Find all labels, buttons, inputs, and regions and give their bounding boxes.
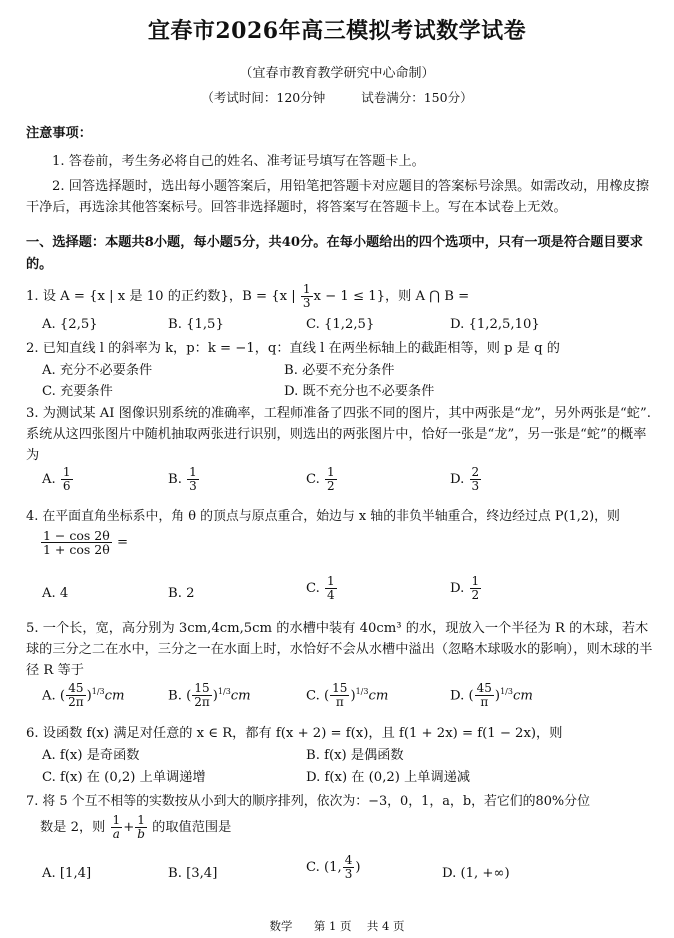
q4-option-b: B. 2 [168,586,195,601]
q3-c-num: 1 [327,465,335,479]
q1-stem-part-a: 1. 设 A = {x | x 是 10 的正约数}，B = {x | [26,289,296,304]
q4-expression [40,529,128,556]
q7-option-b: B. [3,4] [168,866,218,881]
q4-option-c-label: C. [306,581,320,596]
question-5-stem: 5. 一个长，宽，高分别为 3cm,4cm,5cm 的水槽中装有 40cm³ 的水，现放入一个半径为 R 的木球，若木球的三分之二在水中，三分之一在水面上时，水恰好不会从水槽中溢出（忽略木球吸水的影响），则木球的半径 R 等于 [26,621,653,678]
q4-expr-den: 1 + cos 2θ [43,542,110,557]
q5-c-den: π [335,695,344,710]
q1-option-d: D. {1,2,5,10} [450,317,540,332]
q7-option-c [306,854,361,881]
q4-option-a: A. 4 [42,586,69,601]
q5-a-frac [66,682,86,709]
q7-option-d: D. (1, +∞) [442,866,510,881]
footer-total: 共 4 页 [366,919,405,933]
q2-option-d: D. 既不充分也不必要条件 [284,384,435,399]
q5-c-label: C. [306,688,320,704]
q5-d-den: π [480,695,489,710]
q3-option-b [168,466,200,493]
q3-option-d-label: D. [450,472,465,487]
q7-frac-a-den: a [112,827,120,841]
q1-fraction [301,283,313,310]
q5-option-b: B. ( $\frac{15}{2\pi}$ )$^{1/3}$cm [168,681,251,710]
full-score: 试卷满分：150分） [361,90,473,105]
q1-option-a: A. {2,5} [42,317,98,332]
q4-c-num: 1 [327,574,335,588]
q7-frac-b-num: 1 [135,814,147,828]
q7-frac-b-den: b [137,827,145,841]
q1-stem-part-b: x − 1 ≤ 1}，则 A ⋂ B = [313,289,470,304]
q2-option-a: A. 充分不必要条件 [42,363,153,378]
page-footer [0,918,674,934]
q6-option-a: A. f(x) 是奇函数 [42,748,140,763]
q7-c-num: 4 [344,853,353,867]
q5-c-unit: cm [368,688,389,704]
q4-expr-num: 1 − cos 2θ [43,528,110,543]
question-6-stem: 6. 设函数 f(x) 满足对任意的 x ∈ R，都有 f(x + 2) = f(x)，且 f(1 + 2x) = f(1 − 2x)，则 [26,726,563,741]
q7-frac-b [135,814,147,841]
q3-d-den: 3 [471,479,480,493]
q3-a-den: 6 [62,479,71,493]
q3-option-b-label: B. [168,472,182,487]
q5-b-label: B. [168,688,182,704]
q3-option-a [42,466,74,493]
q6-option-d: D. f(x) 在 (0,2) 上单调递减 [306,770,471,785]
section1-heading: 一、选择题：本题共8小题，每小题5分，共40分。在每小题给出的四个选项中，只有一项是符合题目要求的。 [26,235,643,272]
q5-a-label: A. [42,688,56,704]
q5-b-den: 2π [194,695,210,710]
q3-option-d [450,466,482,493]
q3-option-c [306,466,338,493]
q5-option-d: D. ( $\frac{45}{\pi}$ )$^{1/3}$cm [450,681,533,710]
exam-info [0,88,674,106]
q3-b-num: 1 [189,465,197,479]
q4-d-num: 1 [471,574,480,588]
q5-c-num: 15 [332,681,348,696]
q5-d-num: 45 [476,681,492,696]
issuer-line: （宜春市教育教学研究中心命制） [239,66,435,81]
q7-c-den: 3 [344,867,353,881]
question-2-stem: 2. 已知直线 l 的斜率为 k，p：k = −1，q：直线 l 在两坐标轴上的截距相等，则 p 是 q 的 [26,341,560,356]
q7-c-tail: ) [355,860,361,875]
q3-d-num: 2 [471,465,480,479]
q5-c-exp: 1/3 [355,687,369,696]
q4-option-d [450,575,482,602]
q1-option-c: C. {1,2,5} [306,317,375,332]
footer-page: 第 1 页 [313,919,352,933]
q7-option-a: A. [1,4] [42,866,92,881]
note-item-2: 2. 回答选择题时，选出每小题答案后，用铅笔把答题卡对应题目的答案标号涂黑。如需改动，用橡皮擦干净后，再选涂其他答案标号。回答非选择题时，将答案写在答题卡上。写在本试卷上无效。 [26,179,650,215]
q5-d-exp: 1/3 [500,687,513,696]
q1-frac-den: 3 [302,296,311,310]
footer-subject: 数学 [269,919,293,933]
exam-title: 宜春市2026年高三模拟考试数学试卷 [147,18,527,44]
q3-option-c-label: C. [306,472,320,487]
q3-c-den: 2 [327,479,335,493]
q5-a-exp: 1/3 [91,687,105,696]
q5-option-c: C. ( $\frac{15}{\pi}$ )$^{1/3}$cm [306,681,389,710]
q3-option-d-frac [470,466,482,493]
q7-stem2-part-b: 的取值范围是 [152,820,232,835]
q1-frac-num: 1 [302,282,311,296]
q3-option-b-frac [187,466,199,493]
question-4-stem: 4. 在平面直角坐标系中，角 θ 的顶点与原点重合，始边与 x 轴的非负半轴重合，终边经过点 P(1,2)，则 [26,509,620,524]
q7-stem-line-2: 数是 2，则 $\frac{1}{a}$ + $\frac{1}{b}$ 的取值范围是 [40,813,232,841]
note-item-1: 1. 答卷前，考生务必将自己的姓名、准考证号填写在答题卡上。 [52,154,425,169]
q7-c-label: C. (1, [306,860,342,875]
q7-frac-a [111,814,123,841]
q6-option-c: C. f(x) 在 (0,2) 上单调递增 [42,770,206,785]
q3-option-a-frac [61,466,73,493]
q5-b-num: 15 [192,682,212,696]
q5-a-den: 2π [68,695,84,710]
q4-expr-frac [41,529,112,556]
q5-option-a: A. ( $\frac{45}{2\pi}$ )$^{1/3}$cm [42,681,125,710]
q3-option-c-frac [325,466,337,493]
question-7-stem: 7. 将 5 个互不相等的实数按从小到大的顺序排列，依次为：−3，0，1，a，b，若它们的80%分位 [26,794,590,809]
notes-heading: 注意事项： [26,126,92,141]
q5-b-frac [192,682,212,709]
q3-a-num: 1 [62,465,71,479]
q3-option-a-label: A. [42,472,56,487]
q7-frac-a-num: 1 [112,813,121,827]
question-1-stem [26,283,469,310]
q7-c-frac [343,854,355,881]
time-limit: （考试时间：120分钟 [201,90,326,105]
q6-option-b: B. f(x) 是偶函数 [306,748,404,763]
q4-option-d-frac [470,575,482,602]
q4-d-den: 2 [471,588,480,602]
q4-expr-eq: = [116,535,129,550]
q5-b-exp: 1/3 [217,687,231,696]
q4-option-d-label: D. [450,581,465,596]
q5-c-frac [330,682,349,709]
q3-b-den: 3 [189,479,197,493]
q4-c-den: 4 [327,588,335,602]
q2-option-b: B. 必要不充分条件 [284,363,395,378]
q5-a-num: 45 [66,682,86,696]
q1-option-b: B. {1,5} [168,317,224,332]
q5-d-label: D. [450,688,465,704]
q4-option-c-frac [325,575,337,602]
q5-d-unit: cm [512,688,533,704]
q5-a-unit: cm [104,688,125,704]
q7-stem2-part-a: 数是 2，则 [40,820,106,835]
q5-b-unit: cm [230,688,251,704]
q4-option-c [306,575,338,602]
question-3-stem: 3. 为测试某 AI 图像识别系统的准确率，工程师准备了四张不同的图片，其中两张是“龙”，另外两张是“蛇”.系统从这四张图片中随机抽取两张进行识别，则选出的两张图片中，恰好一张是“龙”，另一张是“蛇”的概率为 [26,406,651,463]
q5-d-frac [475,682,494,709]
q2-option-c: C. 充要条件 [42,384,113,399]
